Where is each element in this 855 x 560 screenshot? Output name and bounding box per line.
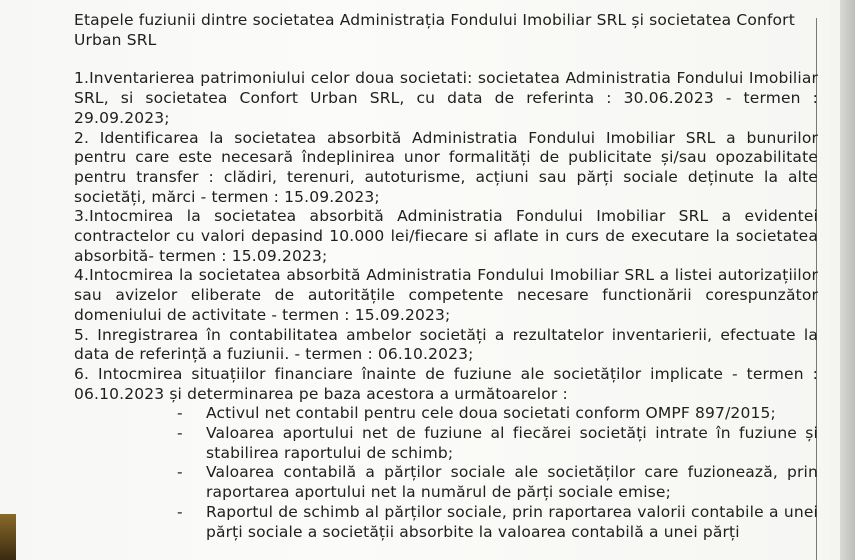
sublist-item: - Valoarea aportului net de fuziune al fiecărei societăți intrate în fuziune și stabilirea raportului de schimb; bbox=[177, 424, 818, 463]
document-title: Etapele fuziunii dintre societatea Administrația Fondului Imobiliar SRL și societatea Confort Urban SRL bbox=[74, 11, 795, 49]
step-6: 6. Intocmirea situațiilor financiare înainte de fuziune ale societăților implicate - termen : 06.10.2023 și determinarea pe baza acestora a următoarelor : bbox=[74, 364, 818, 403]
background-corner bbox=[0, 514, 16, 560]
step-3: 3.Intocmirea la societatea absorbită Administratia Fondului Imobiliar SRL a evidentei contractelor cu valori depasind 10.000 lei/fiecare si aflate in curs de executare la societatea absorbită- termen : 15.09.2023; bbox=[74, 207, 818, 265]
step-1: 1.Inventarierea patrimoniului celor doua societati: societatea Administratia Fondului Imobiliar SRL, si societatea Confort Urban SRL, cu data de referinta : 30.06.2023 - termen : 29.09.2023; bbox=[74, 69, 818, 127]
page-edge-shadow bbox=[840, 0, 855, 560]
sublist-item: - Activul net contabil pentru cele doua societati conform OMPF 897/2015; bbox=[177, 404, 818, 424]
step-2: 2. Identificarea la societatea absorbită Administratia Fondului Imobiliar SRL a bunurilor pentru care este necesară îndeplinirea unor formalități de publicitate și/sau opozabilitate pentru transfer : clădiri, terenuri, autoturisme, acțiuni sau părți sociale deținute la alte societăți, mărci - termen : 15.09.2023; bbox=[74, 128, 818, 206]
sublist-item: - Valoarea contabilă a părților sociale ale societăților care fuzionează, prin raportarea aportului net la numărul de părți sociale emise; bbox=[177, 463, 818, 502]
step-6-sublist bbox=[74, 404, 818, 542]
sublist-item: - Raportul de schimb al părților sociale, prin raportarea valorii contabile a unei părți sociale a societății absorbite la valoarea contabilă a unei părți bbox=[177, 503, 818, 542]
step-4: 4.Intocmirea la societatea absorbită Administratia Fondului Imobiliar SRL a listei autorizațiilor sau avizelor eliberate de autoritățile competente necesare functionării corespunzător domeniului de activitate - termen : 15.09.2023; bbox=[74, 266, 818, 324]
step-5: 5. Inregistrarea în contabilitatea ambelor societăți a rezultatelor inventarierii, efectuate la data de referință a fuziunii. - termen : 06.10.2023; bbox=[74, 325, 818, 364]
document-body bbox=[74, 11, 818, 542]
